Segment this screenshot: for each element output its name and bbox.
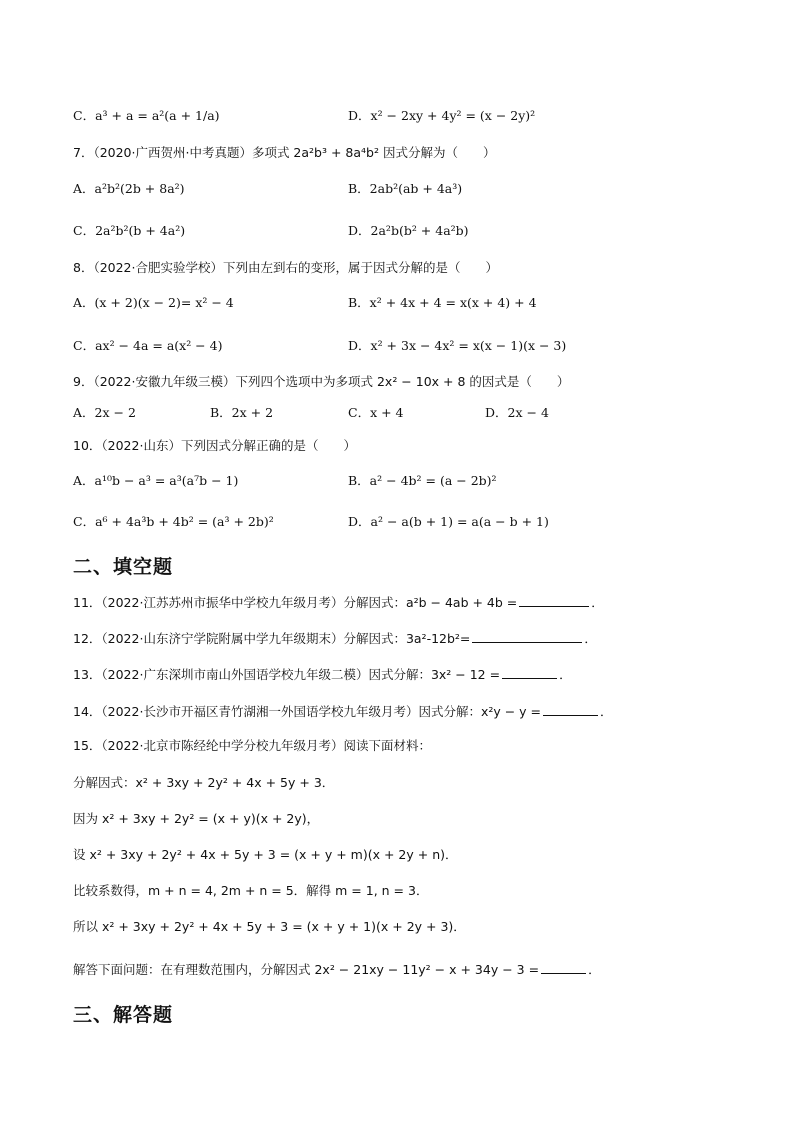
q12-text: 12．（2022·山东济宁学院附属中学九年级期末）分解因式：3a²-12b²= — [73, 631, 471, 646]
q15-end: ． — [588, 962, 601, 977]
q6-option-d: D．x² − 2xy + 4y² = (x − 2y)² — [348, 108, 536, 123]
q8-option-c: C．ax² − 4a = a(x² − 4) — [73, 338, 223, 353]
section-heading-solve: 三、解答题 — [73, 1004, 174, 1026]
q14-end: ． — [600, 704, 613, 719]
q9-stem: 9．（2022·安徽九年级三模）下列四个选项中为多项式 2x² − 10x + 8 的因式是（ ） — [73, 374, 570, 389]
q8-option-d: D．x² + 3x − 4x² = x(x − 1)(x − 3) — [348, 338, 567, 353]
q9-option-b: B．2x + 2 — [210, 405, 274, 420]
q15-question-text: 解答下面问题：在有理数范围内，分解因式 2x² − 21xy − 11y² − x + 34y − 3 = — [73, 962, 540, 977]
q8-stem: 8．（2022·合肥实验学校）下列由左到右的变形，属于因式分解的是（ ） — [73, 260, 498, 275]
q9-option-c: C．x + 4 — [348, 405, 404, 420]
q13-text: 13．（2022·广东深圳市南山外国语学校九年级二模）因式分解：3x² − 12 = — [73, 667, 501, 682]
q11-text: 11．（2022·江苏苏州市振华中学校九年级月考）分解因式：a²b − 4ab + 4b = — [73, 595, 518, 610]
q15-line-1: 分解因式：x² + 3xy + 2y² + 4x + 5y + 3． — [73, 775, 335, 790]
q15-stem: 15．（2022·北京市陈经纶中学分校九年级月考）阅读下面材料： — [73, 738, 431, 753]
q15-question-line — [73, 960, 601, 979]
q15-line-4: 比较系数得，m + n = 4, 2m + n = 5．解得 m = 1, n = 3． — [73, 883, 429, 898]
q14-text: 14．（2022·长沙市开福区青竹湖湘一外国语学校九年级月考）因式分解：x²y − y = — [73, 704, 542, 719]
q10-option-b: B．a² − 4b² = (a − 2b)² — [348, 473, 497, 488]
q12-answer-blank[interactable] — [472, 629, 582, 643]
q11-end: ． — [591, 595, 604, 610]
q10-option-a: A．a¹⁰b − a³ = a³(a⁷b − 1) — [73, 473, 239, 488]
q8-option-a: A．(x + 2)(x − 2)= x² − 4 — [73, 295, 234, 310]
q15-answer-blank[interactable] — [541, 960, 586, 974]
q7-option-b: B．2ab²(ab + 4a³) — [348, 181, 463, 196]
q9-option-a: A．2x − 2 — [73, 405, 136, 420]
q12-line — [73, 629, 597, 648]
q14-line — [73, 702, 613, 721]
q10-option-d: D．a² − a(b + 1) = a(a − b + 1) — [348, 514, 549, 529]
q8-option-b: B．x² + 4x + 4 = x(x + 4) + 4 — [348, 295, 537, 310]
q11-answer-blank[interactable] — [519, 593, 589, 607]
q7-option-c: C．2a²b²(b + 4a²) — [73, 223, 186, 238]
q15-line-5: 所以 x² + 3xy + 2y² + 4x + 5y + 3 = (x + y + 1)(x + 2y + 3)． — [73, 919, 466, 934]
q15-line-3: 设 x² + 3xy + 2y² + 4x + 5y + 3 = (x + y + m)(x + 2y + n)． — [73, 847, 458, 862]
q15-line-2: 因为 x² + 3xy + 2y² = (x + y)(x + 2y)， — [73, 811, 320, 826]
q9-option-d: D．2x − 4 — [485, 405, 549, 420]
q10-stem: 10．（2022·山东）下列因式分解正确的是（ ） — [73, 438, 356, 453]
q7-stem: 7．（2020·广西贺州·中考真题）多项式 2a²b³ + 8a⁴b² 因式分解为（ ） — [73, 145, 496, 160]
q14-answer-blank[interactable] — [543, 702, 598, 716]
q13-end: ． — [559, 667, 572, 682]
q6-option-c: C．a³ + a = a²(a + 1/a) — [73, 108, 220, 123]
q7-option-d: D．2a²b(b² + 4a²b) — [348, 223, 469, 238]
section-heading-fill-in: 二、填空题 — [73, 556, 174, 578]
q13-answer-blank[interactable] — [502, 665, 557, 679]
q12-end: ． — [584, 631, 597, 646]
q10-option-c: C．a⁶ + 4a³b + 4b² = (a³ + 2b)² — [73, 514, 274, 529]
q11-line — [73, 593, 604, 612]
q7-option-a: A．a²b²(2b + 8a²) — [73, 181, 185, 196]
q13-line — [73, 665, 572, 684]
